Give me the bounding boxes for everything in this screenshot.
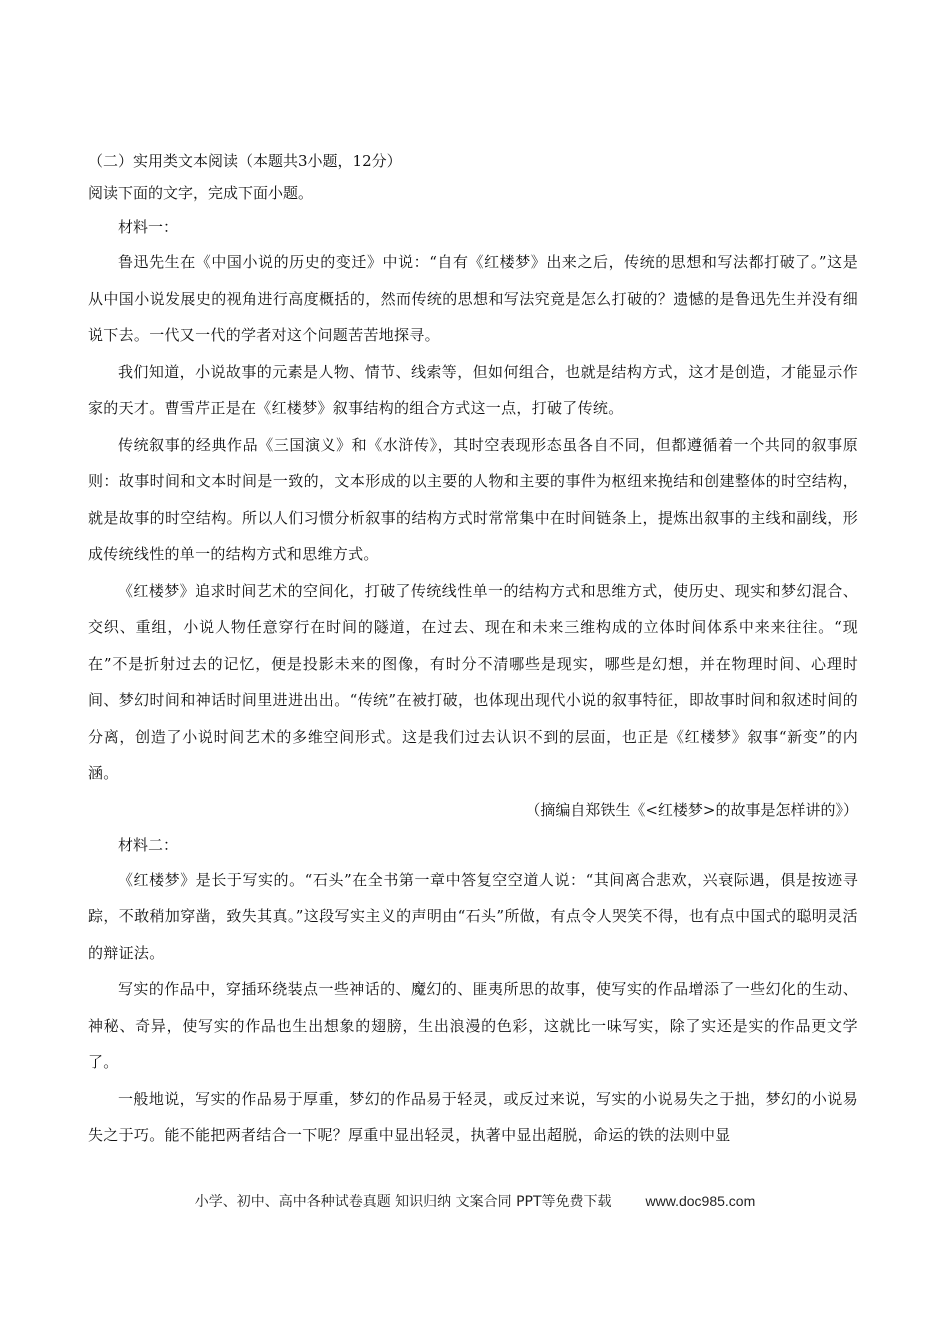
section-title: （二）实用类文本阅读（本题共3小题，12分）	[88, 152, 402, 170]
footer-text: 小学、初中、高中各种试卷真题 知识归纳 文案合同 PPT等免费下载	[194, 1194, 612, 1210]
material1-source: （摘编自郑铁生《<红楼梦>的故事是怎样讲的》）	[525, 800, 858, 819]
document-body	[88, 146, 858, 1154]
material2-paragraph: 《红楼梦》是长于写实的。“石头”在全书第一章中答复空空道人说：“其间离合悲欢，兴衰际遇，俱是按迹寻踪，不敢稍加穿凿，致失其真。”这段写实主义的声明由“石头”所做，有点令人哭笑不得，也有点中国式的聪明灵活的辩证法。	[88, 870, 858, 962]
material1-paragraph: 我们知道，小说故事的元素是人物、情节、线索等，但如何组合，也就是结构方式，这才是创造，才能显示作家的天才。曹雪芹正是在《红楼梦》叙事结构的组合方式这一点，打破了传统。	[88, 362, 858, 417]
material2-paragraph: 写实的作品中，穿插环绕装点一些神话的、魔幻的、匪夷所思的故事，使写实的作品增添了一些幻化的生动、神秘、奇异，使写实的作品也生出想象的翅膀，生出浪漫的色彩，这就比一味写实，除了实还是实的作品更文学了。	[88, 980, 858, 1071]
material1-paragraph: 《红楼梦》追求时间艺术的空间化，打破了传统线性单一的结构方式和思维方式，使历史、现实和梦幻混合、交织、重组，小说人物任意穿行在时间的隧道，在过去、现在和未来三维构成的立体时间体系中来来往往。“现在”不是折射过去的记忆，便是投影未来的图像，有时分不清哪些是现实，哪些是幻想，并在物理时间、心理时间、梦幻时间和神话时间里进进出出。“传统”在被打破，也体现出现代小说的叙事特征，即故事时间和叙述时间的分离，创造了小说时间艺术的多维空间形式。这是我们过去认识不到的层面，也正是《红楼梦》叙事“新变”的内涵。	[88, 581, 858, 782]
material1-label: 材料一：	[118, 218, 179, 236]
page-footer	[0, 1190, 950, 1213]
material1-paragraph: 鲁迅先生在《中国小说的历史的变迁》中说：“自有《红楼梦》出来之后，传统的思想和写法都打破了。”这是从中国小说发展史的视角进行高度概括的，然而传统的思想和写法究竟是怎么打破的？遗憾的是鲁迅先生并没有细说下去。一代又一代的学者对这个问题苦苦地探寻。	[88, 253, 858, 344]
footer-url[interactable]: www.doc985.com	[645, 1193, 756, 1209]
material2-paragraph: 一般地说，写实的作品易于厚重，梦幻的作品易于轻灵，或反过来说，写实的小说易失之于拙，梦幻的小说易失之于巧。能不能把两者结合一下呢？厚重中显出轻灵，执著中显出超脱，命运的铁的法则中显	[88, 1089, 858, 1144]
instruction-text: 阅读下面的文字，完成下面小题。	[88, 184, 314, 202]
material2-label: 材料二：	[118, 835, 179, 854]
material1-paragraph: 传统叙事的经典作品《三国演义》和《水浒传》，其时空表现形态虽各自不同，但都遵循着一个共同的叙事原则：故事时间和文本时间是一致的，文本形成的以主要的人物和主要的事件为枢纽来挽结和创建整体的时空结构，就是故事的时空结构。所以人们习惯分析叙事的结构方式时常常集中在时间链条上，提炼出叙事的主线和副线，形成传统线性的单一的结构方式和思维方式。	[88, 435, 858, 563]
